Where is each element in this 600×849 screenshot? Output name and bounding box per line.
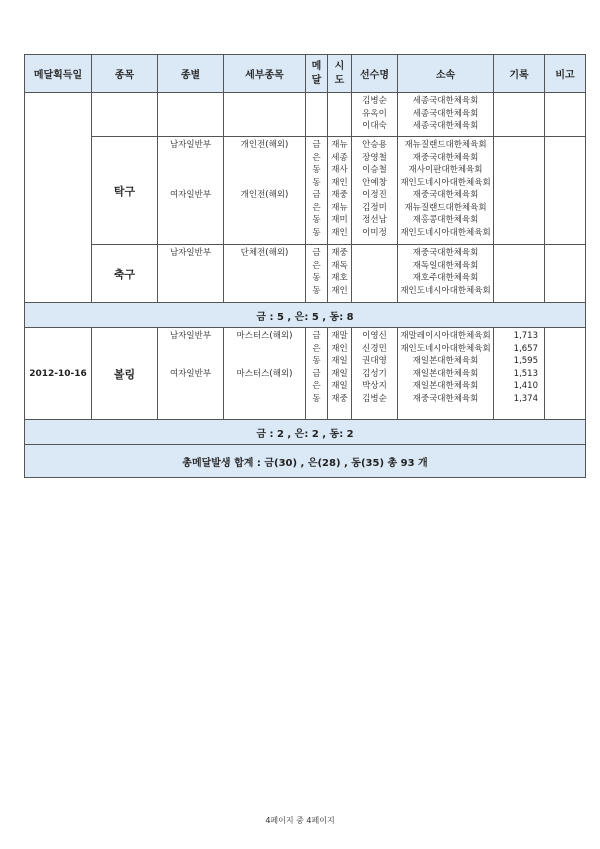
medal-summary: 금 : 5 , 은: 5 , 동: 8: [25, 303, 586, 328]
summary-row: [25, 303, 586, 328]
header-date: 메달획득일: [25, 55, 92, 93]
sport-bowling: 볼링: [92, 328, 158, 420]
sport-table-tennis: 탁구: [92, 137, 158, 245]
header-record: 기록: [494, 55, 545, 93]
table-row: [25, 93, 586, 137]
team-cell: 재중국대한체육회 재독일대한체육회 재호주대한체육회 재인도네시아대한체육회: [398, 245, 494, 303]
medal-table: [24, 54, 586, 478]
sport-soccer: 축구: [92, 245, 158, 303]
category-cell: 남자일반부 여자일반부: [158, 328, 224, 420]
table-row-soccer: [25, 245, 586, 303]
medal-summary: 금 : 2 , 은: 2 , 동: 2: [25, 420, 586, 445]
medal-cell: 금 은 동 동: [306, 245, 328, 303]
header-athlete: 선수명: [352, 55, 398, 93]
category-cell: 남자일반부: [158, 245, 224, 303]
city-cell: 재뉴 세종 재사 재인 재중 재뉴 재미 재인: [328, 137, 352, 245]
athlete-cell: 이영신 신경민 권대영 김성기 박상지 김병순: [352, 328, 398, 420]
page-footer: 4페이지 중 4페이지: [265, 816, 335, 825]
event-cell: 개인전(해외) 개인전(해외): [224, 137, 306, 245]
team-cell: 재뉴질랜드대한체육회 재중국대한체육회 재사이판대한체육회 재인도네시아대한체육회 재중국대한체육회 재뉴질랜드대한체육회 재홍콩대한체육회 재인도네시아대한체육회: [398, 137, 494, 245]
header-medal: 메 달: [306, 55, 328, 93]
header-row: [25, 55, 586, 93]
table-row-bowling: [25, 328, 586, 420]
total-summary-row: [25, 445, 586, 478]
header-sport: 종목: [92, 55, 158, 93]
date-cell-empty: [25, 93, 92, 303]
summary-row: [25, 420, 586, 445]
category-cell: 남자일반부 여자일반부: [158, 137, 224, 245]
athlete-cell: 김병순 유옥이 이대숙: [352, 93, 398, 137]
header-event: 세부종목: [224, 55, 306, 93]
medal-cell: 금 은 동 금 은 동: [306, 328, 328, 420]
event-cell: 마스터스(해외) 마스터스(해외): [224, 328, 306, 420]
header-team: 소속: [398, 55, 494, 93]
header-note: 비고: [545, 55, 586, 93]
date-cell: 2012-10-16: [25, 328, 92, 420]
table-row-table-tennis: [25, 137, 586, 245]
team-cell: 재말레이시아대한체육회 재인도네시아대한체육회 재일본대한체육회 재일본대한체육회 재일본대한체육회 재중국대한체육회: [398, 328, 494, 420]
city-cell: 재말 재인 재일 재일 재일 재중: [328, 328, 352, 420]
header-category: 종별: [158, 55, 224, 93]
medal-total: 총메달발생 합계 : 금(30) , 은(28) , 동(35) 총 93 개: [25, 445, 586, 478]
event-cell: 단체전(해외): [224, 245, 306, 303]
medal-cell: 금 은 동 동 금 은 동 동: [306, 137, 328, 245]
athlete-cell: 안승용 장영철 이승철 안예창 이정진 김정미 정선남 이미정: [352, 137, 398, 245]
record-cell: 1,713 1,657 1,595 1,513 1,410 1,374: [494, 328, 545, 420]
header-city: 시 도: [328, 55, 352, 93]
medal-table-container: [24, 54, 585, 478]
team-cell: 세종국대한체육회 세종국대한체육회 세종국대한체육회: [398, 93, 494, 137]
city-cell: 재중 재독 재호 재인: [328, 245, 352, 303]
